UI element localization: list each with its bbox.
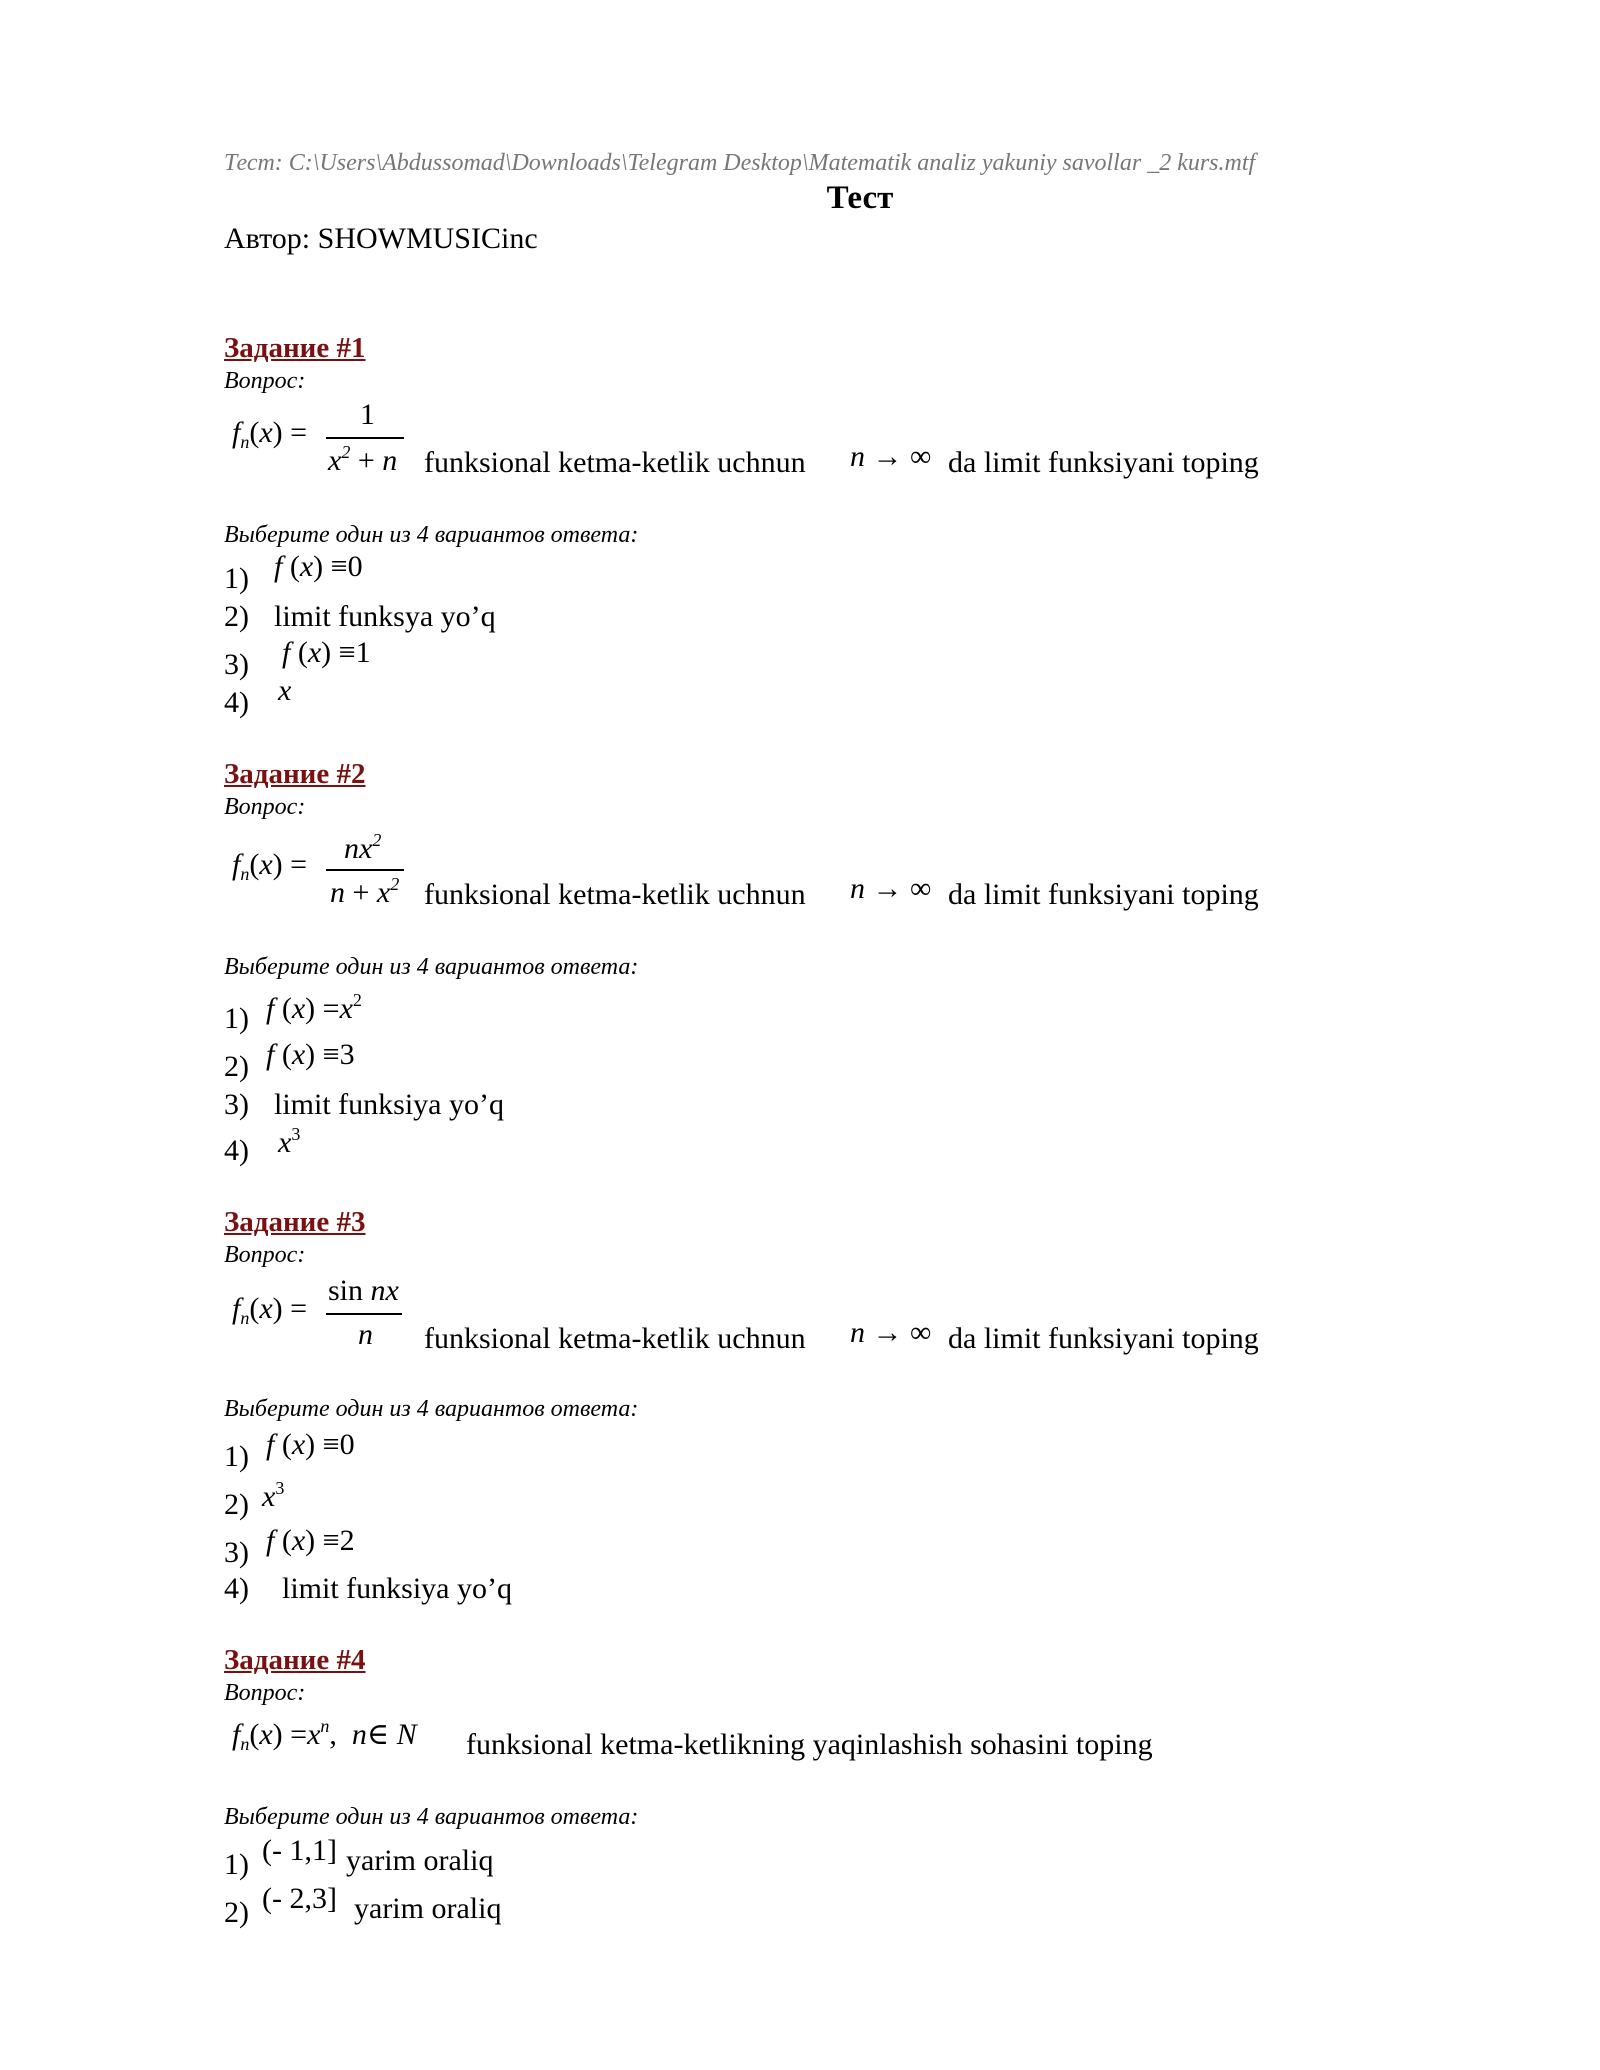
- task-1-limit-expr: n → ∞: [850, 440, 932, 473]
- task-2-option-4-num: 4): [224, 1134, 249, 1167]
- task-2-question-label: Вопрос:: [224, 794, 306, 820]
- task-3-option-4[interactable]: limit funksiya yo’q: [282, 1572, 512, 1605]
- task-3-heading: Задание #3: [224, 1206, 366, 1238]
- task-4-option-1-interval: (- 1,1]: [262, 1834, 337, 1867]
- task-3-option-2-num: 2): [224, 1488, 249, 1521]
- task-2-heading: Задание #2: [224, 758, 366, 790]
- task-2-option-1-num: 1): [224, 1002, 249, 1035]
- task-1-option-2-num: 2): [224, 600, 249, 633]
- task-4-question-label: Вопрос:: [224, 1680, 306, 1706]
- task-3-option-3-num: 3): [224, 1536, 249, 1569]
- task-3-fraction-bar: [326, 1313, 402, 1315]
- task-2-question-tail: da limit funksiyani toping: [948, 878, 1259, 911]
- task-1-option-3[interactable]: f (x) ≡1: [282, 636, 371, 669]
- task-1-formula: $f_n(x)$ =: [232, 416, 308, 452]
- task-3-question-tail: da limit funksiyani toping: [948, 1322, 1259, 1355]
- task-2-option-1[interactable]: f $(x) =x^2$: [266, 990, 362, 1025]
- task-4-heading: Задание #4: [224, 1644, 366, 1676]
- task-2-question-text: funksional ketma-ketlik uchnun: [424, 878, 806, 911]
- document-author: Автор: SHOWMUSICinc: [224, 222, 538, 255]
- task-4-question-text: funksional ketma-ketlikning yaqinlashish sohasini toping: [466, 1728, 1153, 1761]
- task-1-heading: Задание #1: [224, 332, 366, 364]
- task-2-formula: $f_n(x)$ =: [232, 848, 308, 884]
- task-1-option-2[interactable]: limit funksya yo’q: [274, 600, 496, 633]
- task-2-option-3-num: 3): [224, 1088, 249, 1121]
- task-3-formula: $f_n(x)$ =: [232, 1292, 308, 1328]
- task-3-question-text: funksional ketma-ketlik uchnun: [424, 1322, 806, 1355]
- task-2-fraction-bar: [326, 869, 404, 871]
- task-1-question-label: Вопрос:: [224, 368, 306, 394]
- task-3-option-1-num: 1): [224, 1440, 249, 1473]
- task-3-option-3[interactable]: f (x) ≡2: [266, 1524, 355, 1557]
- task-3-question-label: Вопрос:: [224, 1242, 306, 1268]
- document-title: Тест: [826, 180, 894, 216]
- task-2-limit-expr: n → ∞: [850, 872, 932, 905]
- task-3-limit-expr: n → ∞: [850, 1316, 932, 1349]
- task-1-option-1-num: 1): [224, 562, 249, 595]
- task-3-option-1[interactable]: f (x) ≡0: [266, 1428, 355, 1461]
- task-1-fraction-bar: [326, 437, 404, 439]
- task-2-option-2-num: 2): [224, 1050, 249, 1083]
- task-4-option-1-num: 1): [224, 1848, 249, 1881]
- task-1-question-text: funksional ketma-ketlik uchnun: [424, 446, 806, 479]
- task-1-option-4-num: 4): [224, 686, 249, 719]
- task-4-choose-label: Выберите один из 4 вариантов ответа:: [224, 1804, 639, 1830]
- task-4-formula: $f_n(x) =x^n$, n∈ N: [232, 1716, 417, 1754]
- task-2-option-4[interactable]: $x^3$: [278, 1124, 301, 1159]
- task-3-denominator: n: [358, 1318, 373, 1351]
- task-3-numerator: sin nx: [328, 1274, 399, 1307]
- task-3-choose-label: Выберите один из 4 вариантов ответа:: [224, 1396, 639, 1422]
- task-2-numerator: $nx^2$: [344, 830, 382, 865]
- header-path: Тест: C:\Users\Abdussomad\Downloads\Telegram Desktop\Matematik analiz yakuniy savollar _2 kurs.mtf: [224, 150, 1256, 176]
- task-1-option-4[interactable]: x: [278, 674, 292, 707]
- task-4-option-2-interval: (- 2,3]: [262, 1882, 337, 1915]
- task-4-option-1[interactable]: yarim oraliq: [346, 1844, 494, 1877]
- task-3-option-4-num: 4): [224, 1572, 249, 1605]
- task-4-option-2[interactable]: yarim oraliq: [354, 1892, 502, 1925]
- task-1-option-3-num: 3): [224, 648, 249, 681]
- task-4-option-2-num: 2): [224, 1896, 249, 1929]
- task-2-option-3[interactable]: limit funksiya yo’q: [274, 1088, 504, 1121]
- task-2-option-2[interactable]: f (x) ≡3: [266, 1038, 355, 1071]
- task-1-numerator: 1: [360, 398, 375, 431]
- task-1-denominator: $x^2 + n$: [328, 442, 398, 477]
- task-1-choose-label: Выберите один из 4 вариантов ответа:: [224, 522, 639, 548]
- task-1-option-1[interactable]: f (x) ≡0: [274, 550, 363, 583]
- task-2-denominator: $n + x^2$: [330, 874, 400, 909]
- task-2-choose-label: Выберите один из 4 вариантов ответа:: [224, 954, 639, 980]
- task-1-question-tail: da limit funksiyani toping: [948, 446, 1259, 479]
- task-3-option-2[interactable]: $x^3$: [262, 1478, 285, 1513]
